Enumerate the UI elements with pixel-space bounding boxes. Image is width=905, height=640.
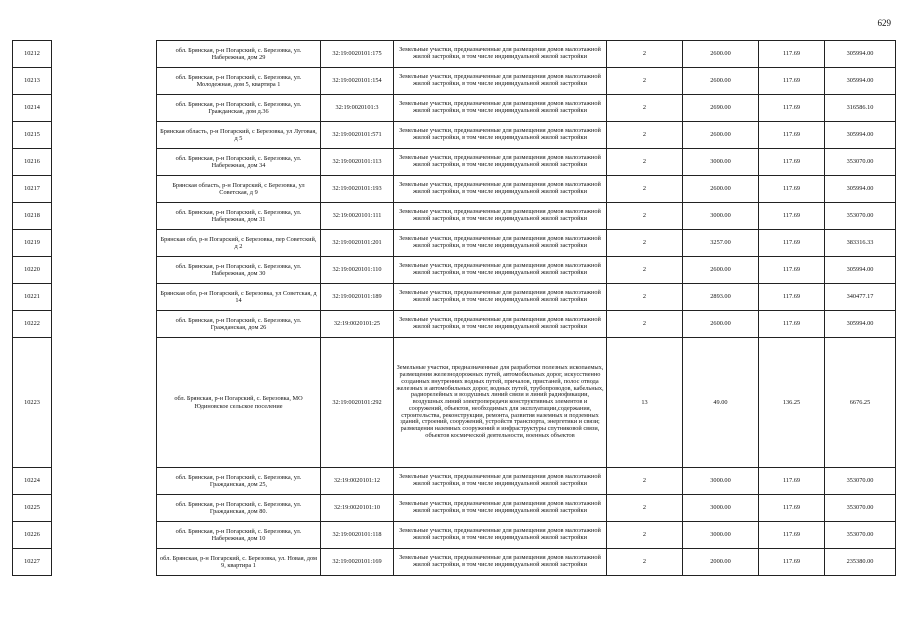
cadastral-number-cell: 32:19:0020101:111 — [321, 203, 394, 230]
specific-value-cell: 117.69 — [759, 311, 825, 338]
row-number-cell: 10225 — [13, 495, 52, 522]
land-use-cell: Земельные участки, предназначенные для размещения домов малоэтажной жилой застройки, в том числе индивидуальной жилой застройки — [394, 230, 607, 257]
group-cell: 2 — [607, 230, 683, 257]
land-use-cell: Земельные участки, предназначенные для размещения домов малоэтажной жилой застройки, в том числе индивидуальной жилой застройки — [394, 176, 607, 203]
row-number-cell: 10215 — [13, 122, 52, 149]
cadastral-value-cell: 6676.25 — [825, 338, 896, 468]
specific-value-cell: 117.69 — [759, 549, 825, 576]
cadastral-number-cell: 32:19:0020101:292 — [321, 338, 394, 468]
land-use-cell: Земельные участки, предназначенные для размещения домов малоэтажной жилой застройки, в том числе индивидуальной жилой застройки — [394, 41, 607, 68]
cadastral-value-cell: 353070.00 — [825, 149, 896, 176]
specific-value-cell: 117.69 — [759, 522, 825, 549]
specific-value-cell: 117.69 — [759, 257, 825, 284]
cadastral-value-cell: 353070.00 — [825, 468, 896, 495]
specific-value-cell: 117.69 — [759, 468, 825, 495]
row-number-cell: 10212 — [13, 41, 52, 68]
group-cell: 2 — [607, 68, 683, 95]
empty-cell — [52, 68, 157, 95]
table-row — [13, 495, 896, 522]
group-cell: 2 — [607, 203, 683, 230]
address-cell: Брянская обл, р-н Погарский, с Березовка, ул Советская, д 14 — [157, 284, 321, 311]
land-use-cell: Земельные участки, предназначенные для размещения домов малоэтажной жилой застройки, в том числе индивидуальной жилой застройки — [394, 284, 607, 311]
area-cell: 3000.00 — [683, 495, 759, 522]
row-number-cell: 10222 — [13, 311, 52, 338]
area-cell: 2600.00 — [683, 68, 759, 95]
empty-cell — [52, 257, 157, 284]
table-row — [13, 203, 896, 230]
address-cell: обл. Брянская, р-н Погарский, с. Березовка, ул. Набережная, дом 30 — [157, 257, 321, 284]
row-number-cell: 10226 — [13, 522, 52, 549]
cadastral-value-cell: 305994.00 — [825, 68, 896, 95]
table-row — [13, 149, 896, 176]
land-use-cell: Земельные участки, предназначенные для размещения домов малоэтажной жилой застройки, в том числе индивидуальной жилой застройки — [394, 468, 607, 495]
area-cell: 3000.00 — [683, 149, 759, 176]
cadastral-value-cell: 305994.00 — [825, 311, 896, 338]
cadastral-value-cell: 305994.00 — [825, 122, 896, 149]
cadastral-number-cell: 32:19:0020101:12 — [321, 468, 394, 495]
cadastral-number-cell: 32:19:0020101:571 — [321, 122, 394, 149]
table-row — [13, 468, 896, 495]
empty-cell — [52, 176, 157, 203]
row-number-cell: 10218 — [13, 203, 52, 230]
group-cell: 2 — [607, 284, 683, 311]
group-cell: 2 — [607, 468, 683, 495]
cadastral-number-cell: 32:19:0020101:118 — [321, 522, 394, 549]
empty-cell — [52, 311, 157, 338]
empty-cell — [52, 122, 157, 149]
specific-value-cell: 117.69 — [759, 230, 825, 257]
table-row — [13, 549, 896, 576]
table-row — [13, 41, 896, 68]
area-cell: 3000.00 — [683, 468, 759, 495]
empty-cell — [52, 149, 157, 176]
empty-cell — [52, 203, 157, 230]
cadastral-value-cell: 340477.17 — [825, 284, 896, 311]
row-number-cell: 10220 — [13, 257, 52, 284]
address-cell: обл. Брянская, р-н Погарский, с. Березовка, ул. Новая, дом 9, квартира 1 — [157, 549, 321, 576]
row-number-cell: 10219 — [13, 230, 52, 257]
cadastral-number-cell: 32:19:0020101:169 — [321, 549, 394, 576]
cadastral-number-cell: 32:19:0020101:3 — [321, 95, 394, 122]
group-cell: 2 — [607, 176, 683, 203]
area-cell: 2893.00 — [683, 284, 759, 311]
empty-cell — [52, 95, 157, 122]
specific-value-cell: 117.69 — [759, 122, 825, 149]
table-row — [13, 338, 896, 468]
land-use-cell: Земельные участки, предназначенные для размещения домов малоэтажной жилой застройки, в том числе индивидуальной жилой застройки — [394, 311, 607, 338]
specific-value-cell: 117.69 — [759, 149, 825, 176]
specific-value-cell: 136.25 — [759, 338, 825, 468]
cadastral-number-cell: 32:19:0020101:113 — [321, 149, 394, 176]
group-cell: 2 — [607, 122, 683, 149]
land-use-cell: Земельные участки, предназначенные для размещения домов малоэтажной жилой застройки, в том числе индивидуальной жилой застройки — [394, 549, 607, 576]
empty-cell — [52, 522, 157, 549]
table-row — [13, 522, 896, 549]
group-cell: 2 — [607, 549, 683, 576]
row-number-cell: 10217 — [13, 176, 52, 203]
table-row — [13, 122, 896, 149]
row-number-cell: 10213 — [13, 68, 52, 95]
address-cell: обл. Брянская, р-н Погарский, с. Березовка, ул. Гражданская, дом 25, — [157, 468, 321, 495]
registry-body — [13, 41, 896, 576]
land-use-cell: Земельные участки, предназначенные для размещения домов малоэтажной жилой застройки, в том числе индивидуальной жилой застройки — [394, 149, 607, 176]
row-number-cell: 10216 — [13, 149, 52, 176]
cadastral-number-cell: 32:19:0020101:154 — [321, 68, 394, 95]
empty-cell — [52, 549, 157, 576]
specific-value-cell: 117.69 — [759, 203, 825, 230]
cadastral-value-cell: 353070.00 — [825, 522, 896, 549]
area-cell: 3000.00 — [683, 203, 759, 230]
land-use-cell: Земельные участки, предназначенные для размещения домов малоэтажной жилой застройки, в том числе индивидуальной жилой застройки — [394, 95, 607, 122]
area-cell: 2000.00 — [683, 549, 759, 576]
address-cell: обл. Брянская, р-н Погарский, с. Березовка, ул. Набережная, дом 10 — [157, 522, 321, 549]
address-cell: обл. Брянская, р-н Погарский, с. Березовка, ул. Гражданская, дом 80. — [157, 495, 321, 522]
address-cell: Брянская область, р-н Погарский, с Березовка, ул Советская, д 9 — [157, 176, 321, 203]
land-use-cell: Земельные участки, предназначенные для размещения домов малоэтажной жилой застройки, в том числе индивидуальной жилой застройки — [394, 495, 607, 522]
specific-value-cell: 117.69 — [759, 495, 825, 522]
land-use-cell: Земельные участки, предназначенные для размещения домов малоэтажной жилой застройки, в том числе индивидуальной жилой застройки — [394, 522, 607, 549]
address-cell: обл. Брянская, р-н Погарский, с. Березовка, МО Юдиновское сельское поселение — [157, 338, 321, 468]
group-cell: 2 — [607, 257, 683, 284]
area-cell: 3257.00 — [683, 230, 759, 257]
specific-value-cell: 117.69 — [759, 41, 825, 68]
address-cell: обл. Брянская, р-н Погарский, с. Березовка, ул. Набережная, дом 34 — [157, 149, 321, 176]
cadastral-number-cell: 32:19:0020101:201 — [321, 230, 394, 257]
group-cell: 2 — [607, 311, 683, 338]
area-cell: 2600.00 — [683, 176, 759, 203]
group-cell: 2 — [607, 95, 683, 122]
land-use-cell: Земельные участки, предназначенные для размещения домов малоэтажной жилой застройки, в том числе индивидуальной жилой застройки — [394, 257, 607, 284]
table-row — [13, 176, 896, 203]
empty-cell — [52, 284, 157, 311]
cadastral-number-cell: 32:19:0020101:110 — [321, 257, 394, 284]
land-use-cell: Земельные участки, предназначенные для разработки полезных ископаемых, размещения железнодорожных путей, автомобильных дорог, искусственно созданных внутренних водных путей, причалов, пристаней, полос отвода железных и автомобильных дорог, водных путей, трубопроводов, кабельных, радиорелейных и воздушных линий связи и линий радиофикации, воздушных линий электропередачи конструктивных элементов и сооружений, объектов, необходимых для эксплуатации,содержания, строительства, реконструкции, ремонта, развития наземных и подземных зданий, строений, сооружений, устройств транспорта, энергетики и связи; размещения наземных сооружений и инфраструктуры спутниковой связи, объектов космической деятельности, военных объектов — [394, 338, 607, 468]
table-row — [13, 284, 896, 311]
area-cell: 49.00 — [683, 338, 759, 468]
group-cell: 2 — [607, 522, 683, 549]
table-row — [13, 230, 896, 257]
table-row — [13, 68, 896, 95]
area-cell: 3000.00 — [683, 522, 759, 549]
group-cell: 2 — [607, 495, 683, 522]
address-cell: обл. Брянская, р-н Погарский, с. Березовка, ул. Молодежная, дом 5, квартира 1 — [157, 68, 321, 95]
cadastral-value-cell: 353070.00 — [825, 203, 896, 230]
empty-cell — [52, 468, 157, 495]
land-use-cell: Земельные участки, предназначенные для размещения домов малоэтажной жилой застройки, в том числе индивидуальной жилой застройки — [394, 68, 607, 95]
cadastral-value-cell: 316586.10 — [825, 95, 896, 122]
area-cell: 2600.00 — [683, 311, 759, 338]
row-number-cell: 10227 — [13, 549, 52, 576]
land-use-cell: Земельные участки, предназначенные для размещения домов малоэтажной жилой застройки, в том числе индивидуальной жилой застройки — [394, 122, 607, 149]
empty-cell — [52, 41, 157, 68]
cadastral-value-cell: 305994.00 — [825, 41, 896, 68]
row-number-cell: 10223 — [13, 338, 52, 468]
address-cell: обл. Брянская, р-н Погарский, с. Березовка, ул. Набережная, дом 29 — [157, 41, 321, 68]
land-use-cell: Земельные участки, предназначенные для размещения домов малоэтажной жилой застройки, в том числе индивидуальной жилой застройки — [394, 203, 607, 230]
empty-cell — [52, 338, 157, 468]
land-registry-table — [12, 40, 896, 576]
group-cell: 2 — [607, 41, 683, 68]
page-number: 629 — [877, 18, 891, 28]
row-number-cell: 10224 — [13, 468, 52, 495]
area-cell: 2600.00 — [683, 257, 759, 284]
area-cell: 2690.00 — [683, 95, 759, 122]
cadastral-value-cell: 235380.00 — [825, 549, 896, 576]
cadastral-value-cell: 305994.00 — [825, 176, 896, 203]
specific-value-cell: 117.69 — [759, 95, 825, 122]
empty-cell — [52, 230, 157, 257]
table-row — [13, 257, 896, 284]
cadastral-value-cell: 353070.00 — [825, 495, 896, 522]
cadastral-value-cell: 383316.33 — [825, 230, 896, 257]
area-cell: 2600.00 — [683, 41, 759, 68]
cadastral-number-cell: 32:19:0020101:10 — [321, 495, 394, 522]
cadastral-value-cell: 305994.00 — [825, 257, 896, 284]
specific-value-cell: 117.69 — [759, 284, 825, 311]
table-row — [13, 95, 896, 122]
specific-value-cell: 117.69 — [759, 68, 825, 95]
specific-value-cell: 117.69 — [759, 176, 825, 203]
row-number-cell: 10221 — [13, 284, 52, 311]
cadastral-number-cell: 32:19:0020101:193 — [321, 176, 394, 203]
table-row — [13, 311, 896, 338]
address-cell: обл. Брянская, р-н Погарский, с. Березовка, ул. Гражданская, дом 26 — [157, 311, 321, 338]
area-cell: 2600.00 — [683, 122, 759, 149]
cadastral-number-cell: 32:19:0020101:175 — [321, 41, 394, 68]
group-cell: 13 — [607, 338, 683, 468]
address-cell: обл. Брянская, р-н Погарский, с. Березовка, ул. Набережная, дом 31 — [157, 203, 321, 230]
address-cell: Брянская обл, р-н Погарский, с Березовка, пер Советский, д 2 — [157, 230, 321, 257]
address-cell: Брянская область, р-н Погарский, с Березовка, ул Луговая, д 5 — [157, 122, 321, 149]
group-cell: 2 — [607, 149, 683, 176]
address-cell: обл. Брянская, р-н Погарский, с. Березовка, ул. Гражданская, дом д.36 — [157, 95, 321, 122]
empty-cell — [52, 495, 157, 522]
cadastral-number-cell: 32:19:0020101:189 — [321, 284, 394, 311]
cadastral-number-cell: 32:19:0020101:25 — [321, 311, 394, 338]
row-number-cell: 10214 — [13, 95, 52, 122]
